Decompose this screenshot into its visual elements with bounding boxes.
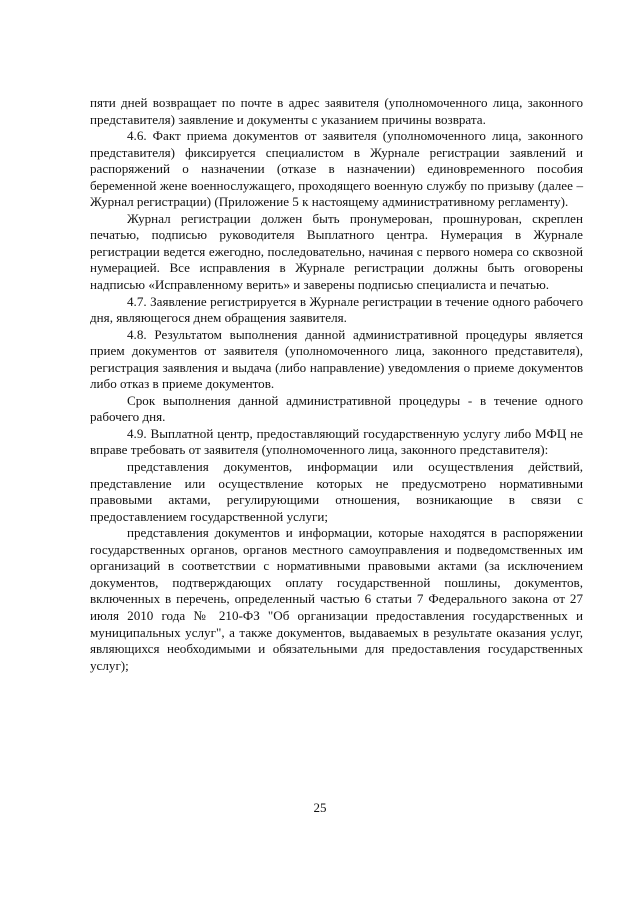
paragraph-8: представления документов, информации или осуществления действий, представление или осуществление которых не предусмотрено нормативными правовыми актами, регулирующими отношения, возникающие в связи с предоставлением государственной услуги; bbox=[90, 459, 583, 524]
paragraph-6: Срок выполнения данной административной процедуры - в течение одного рабочего дня. bbox=[90, 392, 583, 425]
document-page bbox=[90, 95, 583, 674]
paragraph-4: 4.7. Заявление регистрируется в Журнале регистрации в течение одного рабочего дня, являющегося днем обращения заявителя. bbox=[90, 293, 583, 326]
paragraph-2: 4.6. Факт приема документов от заявителя (уполномоченного лица, законного представителя) фиксируется специалистом в Журнале регистрации заявлений и распоряжений о назначении (отказе в назначении) единовременного пособия беременной жене военнослужащего, проходящего военную службу по призыву (далее – Журнал регистрации) (Приложение 5 к настоящему административному регламенту). bbox=[90, 128, 583, 210]
paragraph-5: 4.8. Результатом выполнения данной административной процедуры является прием документов от заявителя (уполномоченного лица, законного представителя), регистрация заявления и выдача (либо направление) уведомления о приеме документов либо отказ в приеме документов. bbox=[90, 326, 583, 392]
paragraph-7: 4.9. Выплатной центр, предоставляющий государственную услугу либо МФЦ не вправе требовать от заявителя (уполномоченного лица, законного представителя): bbox=[90, 425, 583, 458]
document-body bbox=[90, 95, 583, 674]
paragraph-3: Журнал регистрации должен быть пронумерован, прошнурован, скреплен печатью, подписью руководителя Выплатного центра. Нумерация в Журнале регистрации ведется ежегодно, последовательно, начиная с первого номера со сквозной нумерацией. Все исправления в Журнале регистрации должны быть оговорены надписью «Исправленному верить» и заверены подписью специалиста и печатью. bbox=[90, 210, 583, 293]
paragraph-1: пяти дней возвращает по почте в адрес заявителя (уполномоченного лица, законного представителя) заявление и документы с указанием причины возврата. bbox=[90, 95, 583, 127]
page-number: 25 bbox=[313, 800, 327, 815]
paragraph-9: представления документов и информации, которые находятся в распоряжении государственных органов, органов местного самоуправления и подведомственных им организаций в соответствии с нормативными правовыми актами (за исключением документов, подтверждающих оплату государственной пошлины, документов, включенных в перечень, определенный частью 6 статьи 7 Федерального закона от 27 июля 2010 года № 210-ФЗ "Об организации предоставления государственных и муниципальных услуг", а также документов, выдаваемых в результате оказания услуг, являющихся необходимыми и обязательными для предоставления государственных услуг); bbox=[90, 525, 583, 673]
